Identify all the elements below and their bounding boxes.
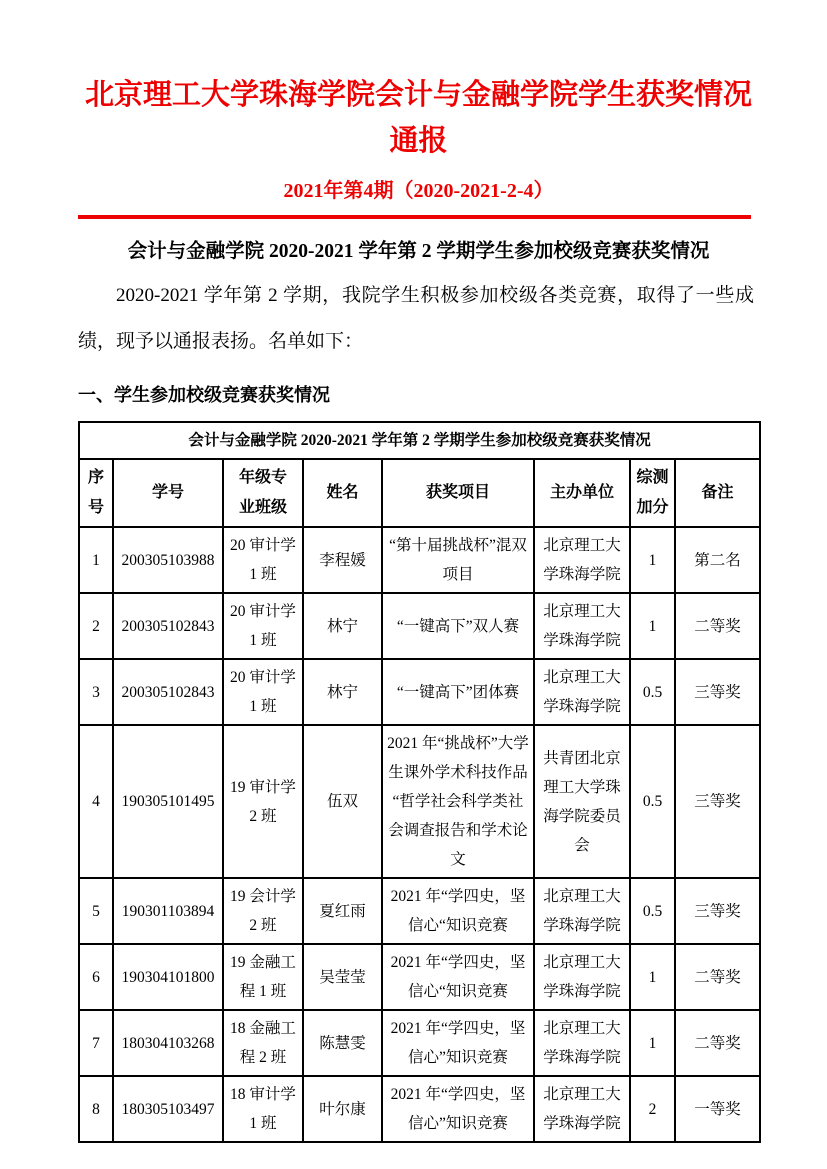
cell-student-id: 200305102843: [113, 659, 223, 725]
cell-student-id: 180304103268: [113, 1010, 223, 1076]
cell-project: 2021 年“学四史，坚信心“知识竞赛: [382, 878, 534, 944]
col-name: 姓名: [303, 459, 382, 527]
cell-organizer: 北京理工大学珠海学院: [534, 1010, 630, 1076]
cell-remark: 三等奖: [675, 878, 760, 944]
cell-no: 5: [79, 878, 113, 944]
cell-class: 18 审计学 1 班: [223, 1076, 303, 1142]
cell-student-id: 190301103894: [113, 878, 223, 944]
cell-student-id: 190304101800: [113, 944, 223, 1010]
col-student-id: 学号: [113, 459, 223, 527]
cell-project: “一键高下”双人赛: [382, 593, 534, 659]
table-header-row: [79, 459, 760, 527]
cell-organizer: 北京理工大学珠海学院: [534, 944, 630, 1010]
cell-no: 3: [79, 659, 113, 725]
cell-project: 2021 年“学四史，坚信心”知识竞赛: [382, 1010, 534, 1076]
cell-organizer: 北京理工大学珠海学院: [534, 593, 630, 659]
cell-no: 8: [79, 1076, 113, 1142]
col-seq: 序号: [79, 459, 113, 527]
cell-remark: 三等奖: [675, 725, 760, 878]
cell-class: 19 会计学 2 班: [223, 878, 303, 944]
table-title-row: [79, 422, 760, 459]
cell-student-id: 180305103497: [113, 1076, 223, 1142]
cell-no: 6: [79, 944, 113, 1010]
cell-organizer: 北京理工大学珠海学院: [534, 527, 630, 593]
cell-project: 2021 年“学四史，坚信心“知识竞赛: [382, 944, 534, 1010]
cell-remark: 二等奖: [675, 593, 760, 659]
cell-remark: 二等奖: [675, 944, 760, 1010]
table-row: [79, 725, 760, 878]
cell-no: 1: [79, 527, 113, 593]
table-row: [79, 1076, 760, 1142]
table-title: 会计与金融学院 2020-2021 学年第 2 学期学生参加校级竞赛获奖情况: [79, 422, 760, 459]
cell-project: “第十届挑战杯”混双项目: [382, 527, 534, 593]
cell-score: 1: [630, 1010, 675, 1076]
cell-class: 19 审计学 2 班: [223, 725, 303, 878]
cell-class: 18 金融工程 2 班: [223, 1010, 303, 1076]
cell-organizer: 北京理工大学珠海学院: [534, 878, 630, 944]
col-score: 综测加分: [630, 459, 675, 527]
cell-no: 2: [79, 593, 113, 659]
section-heading: 一、学生参加校级竞赛获奖情况: [78, 385, 330, 405]
cell-no: 7: [79, 1010, 113, 1076]
cell-class: 20 审计学 1 班: [223, 659, 303, 725]
cell-score: 0.5: [630, 725, 675, 878]
table-row: [79, 944, 760, 1010]
doc-subtitle: 会计与金融学院 2020-2021 学年第 2 学期学生参加校级竞赛获奖情况: [127, 241, 710, 262]
red-divider-rule: [78, 215, 751, 219]
cell-student-id: 200305103988: [113, 527, 223, 593]
table-row: [79, 659, 760, 725]
col-remark: 备注: [675, 459, 760, 527]
cell-score: 2: [630, 1076, 675, 1142]
cell-score: 1: [630, 527, 675, 593]
cell-remark: 一等奖: [675, 1076, 760, 1142]
cell-class: 20 审计学 1 班: [223, 527, 303, 593]
cell-class: 20 审计学 1 班: [223, 593, 303, 659]
table-row: [79, 527, 760, 593]
main-title: 北京理工大学珠海学院会计与金融学院学生获奖情况通报: [84, 79, 752, 157]
cell-student-id: 190305101495: [113, 725, 223, 878]
cell-name: 伍双: [303, 725, 382, 878]
cell-remark: 二等奖: [675, 1010, 760, 1076]
cell-name: 吴莹莹: [303, 944, 382, 1010]
cell-student-id: 200305102843: [113, 593, 223, 659]
cell-name: 叶尔康: [303, 1076, 382, 1142]
col-class: 年级专业班级: [223, 459, 303, 527]
cell-remark: 三等奖: [675, 659, 760, 725]
cell-name: 林宁: [303, 659, 382, 725]
cell-score: 1: [630, 944, 675, 1010]
issue-line: 2021年第4期（2020-2021-2-4）: [283, 180, 554, 202]
intro-paragraph: 2020-2021 学年第 2 学期，我院学生积极参加校级各类竞赛，取得了一些成绩，现予以通报表扬。名单如下：: [78, 285, 754, 352]
cell-score: 0.5: [630, 659, 675, 725]
cell-name: 陈慧雯: [303, 1010, 382, 1076]
cell-organizer: 北京理工大学珠海学院: [534, 1076, 630, 1142]
cell-score: 0.5: [630, 878, 675, 944]
cell-no: 4: [79, 725, 113, 878]
cell-name: 林宁: [303, 593, 382, 659]
col-project: 获奖项目: [382, 459, 534, 527]
cell-organizer: 北京理工大学珠海学院: [534, 659, 630, 725]
table-row: [79, 1010, 760, 1076]
col-organizer: 主办单位: [534, 459, 630, 527]
cell-name: 夏红雨: [303, 878, 382, 944]
table-row: [79, 878, 760, 944]
cell-project: “一键高下”团体赛: [382, 659, 534, 725]
cell-score: 1: [630, 593, 675, 659]
table-row: [79, 593, 760, 659]
cell-project: 2021 年“挑战杯”大学生课外学术科技作品“哲学社会科学类社会调查报告和学术论文: [382, 725, 534, 878]
cell-name: 李程媛: [303, 527, 382, 593]
cell-remark: 第二名: [675, 527, 760, 593]
cell-organizer: 共青团北京理工大学珠海学院委员会: [534, 725, 630, 878]
cell-class: 19 金融工程 1 班: [223, 944, 303, 1010]
awards-table: [78, 421, 761, 1143]
cell-project: 2021 年“学四史，坚信心”知识竞赛: [382, 1076, 534, 1142]
